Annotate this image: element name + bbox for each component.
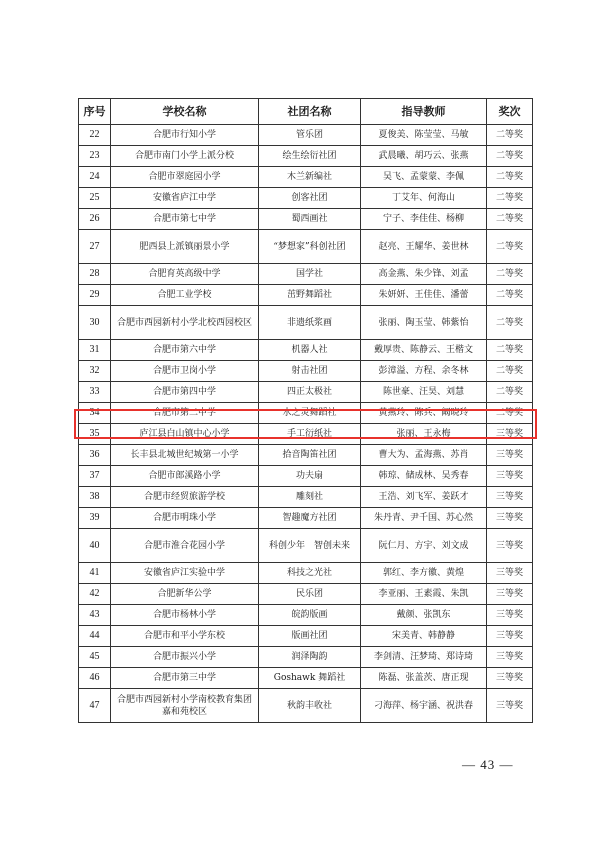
table-row [79,584,533,605]
table-row [79,508,533,529]
teachers: 戴厚贵、陈静云、王楷文 [361,340,487,361]
row-number: 27 [79,230,111,264]
school-name: 合肥市行知小学 [111,125,259,146]
school-name: 长丰县北城世纪城第一小学 [111,445,259,466]
table-row [79,167,533,188]
award-level: 三等奖 [487,487,533,508]
award-level: 三等奖 [487,529,533,563]
school-name: 合肥市经贸旅游学校 [111,487,259,508]
club-name: 国学社 [259,264,361,285]
row-number: 38 [79,487,111,508]
row-number: 44 [79,626,111,647]
table-body [79,125,533,723]
club-name: 四正太极社 [259,382,361,403]
award-level: 二等奖 [487,167,533,188]
school-name: 合肥市第四中学 [111,382,259,403]
row-number: 47 [79,689,111,723]
table-row [79,445,533,466]
table-row [79,209,533,230]
school-name: 合肥市南门小学上派分校 [111,146,259,167]
row-number: 32 [79,361,111,382]
school-name: 合肥市第七中学 [111,209,259,230]
teachers: 王浩、刘飞军、姜跃才 [361,487,487,508]
table-row [79,188,533,209]
teachers: 韩琼、储成林、吴秀春 [361,466,487,487]
table-row [79,529,533,563]
club-name: Goshawk 舞蹈社 [259,668,361,689]
table-row [79,306,533,340]
school-name: 肥西县上派镇丽景小学 [111,230,259,264]
award-level: 二等奖 [487,146,533,167]
table-row [79,285,533,306]
teachers: 李亚丽、王素霞、朱凯 [361,584,487,605]
teachers: 黄燕玲、陈兵、阚晓玲 [361,403,487,424]
row-number: 25 [79,188,111,209]
club-name: 茁野舞蹈社 [259,285,361,306]
table-row [79,340,533,361]
table-row [79,403,533,424]
row-number: 22 [79,125,111,146]
award-level: 二等奖 [487,285,533,306]
club-name: 水之灵舞蹈社 [259,403,361,424]
club-name: 拾音陶笛社团 [259,445,361,466]
award-level: 三等奖 [487,626,533,647]
school-name: 合肥市第二中学 [111,403,259,424]
school-name: 合肥市郎溪路小学 [111,466,259,487]
school-name: 合肥市和平小学东校 [111,626,259,647]
award-level: 二等奖 [487,230,533,264]
award-level: 三等奖 [487,424,533,445]
row-number: 29 [79,285,111,306]
row-number: 24 [79,167,111,188]
club-name: 民乐团 [259,584,361,605]
award-level: 三等奖 [487,445,533,466]
club-name: 木兰新编社 [259,167,361,188]
header-award: 奖次 [487,99,533,125]
teachers: 郭红、李方徽、黄煌 [361,563,487,584]
teachers: 朱丹青、尹千国、苏心然 [361,508,487,529]
club-name: “梦想家”科创社团 [259,230,361,264]
teachers: 高金燕、朱少锋、刘孟 [361,264,487,285]
teachers: 阮仁月、方宇、刘文成 [361,529,487,563]
row-number: 40 [79,529,111,563]
row-number: 30 [79,306,111,340]
award-level: 三等奖 [487,563,533,584]
row-number: 33 [79,382,111,403]
row-number: 28 [79,264,111,285]
club-name: 版画社团 [259,626,361,647]
teachers: 宁子、李佳佳、杨柳 [361,209,487,230]
award-level: 三等奖 [487,647,533,668]
header-no: 序号 [79,99,111,125]
club-name: 功夫扇 [259,466,361,487]
row-number: 26 [79,209,111,230]
club-name: 机器人社 [259,340,361,361]
award-level: 三等奖 [487,605,533,626]
award-level: 三等奖 [487,584,533,605]
school-name: 合肥市西园新村小学北校西园校区 [111,306,259,340]
table-row [79,647,533,668]
club-name: 科创少年 智创未来 [259,529,361,563]
teachers: 宋美青、韩静静 [361,626,487,647]
teachers: 张丽、王永梅 [361,424,487,445]
club-name: 智趣魔方社团 [259,508,361,529]
teachers: 戴颜、张凯东 [361,605,487,626]
award-level: 三等奖 [487,508,533,529]
school-name: 安徽省庐江实验中学 [111,563,259,584]
club-name: 雕刻社 [259,487,361,508]
club-name: 手工衍纸社 [259,424,361,445]
row-number: 31 [79,340,111,361]
row-number: 46 [79,668,111,689]
teachers: 赵亮、王耀华、姜世林 [361,230,487,264]
school-name: 合肥市振兴小学 [111,647,259,668]
table-row [79,487,533,508]
teachers: 夏俊美、陈莹莹、马敏 [361,125,487,146]
row-number: 34 [79,403,111,424]
award-level: 二等奖 [487,403,533,424]
teachers: 朱妍妍、王佳佳、潘蕾 [361,285,487,306]
award-level: 二等奖 [487,188,533,209]
teachers: 吴飞、孟蒙蒙、李佩 [361,167,487,188]
table-row [79,361,533,382]
club-name: 科技之光社 [259,563,361,584]
table-header-row [79,99,533,125]
club-name: 创客社团 [259,188,361,209]
row-number: 37 [79,466,111,487]
table-row [79,264,533,285]
award-level: 二等奖 [487,340,533,361]
school-name: 合肥市第六中学 [111,340,259,361]
teachers: 丁艾年、何海山 [361,188,487,209]
club-name: 射击社团 [259,361,361,382]
school-name: 合肥市淮合花园小学 [111,529,259,563]
school-name: 合肥工业学校 [111,285,259,306]
row-number: 35 [79,424,111,445]
award-level: 二等奖 [487,306,533,340]
row-number: 45 [79,647,111,668]
award-level: 三等奖 [487,466,533,487]
club-name: 非遗纸浆画 [259,306,361,340]
club-name: 蜀西画社 [259,209,361,230]
school-name: 合肥育英高级中学 [111,264,259,285]
row-number: 43 [79,605,111,626]
school-name: 合肥市卫岗小学 [111,361,259,382]
club-name: 管乐团 [259,125,361,146]
header-club: 社团名称 [259,99,361,125]
club-name: 润泽陶韵 [259,647,361,668]
award-level: 二等奖 [487,382,533,403]
teachers: 曹大为、孟海燕、苏肖 [361,445,487,466]
teachers: 陈世豪、汪昊、刘慧 [361,382,487,403]
header-teachers: 指导教师 [361,99,487,125]
school-name: 合肥新华公学 [111,584,259,605]
award-level: 二等奖 [487,264,533,285]
school-name: 合肥市杨林小学 [111,605,259,626]
table-row [79,689,533,723]
school-name: 安徽省庐江中学 [111,188,259,209]
header-school: 学校名称 [111,99,259,125]
club-name: 绘生绘衍社团 [259,146,361,167]
teachers: 武晨曦、胡巧云、张燕 [361,146,487,167]
table-row [79,125,533,146]
teachers: 李剑清、汪梦琦、郑诗琦 [361,647,487,668]
teachers: 彭漳溢、方程、余冬林 [361,361,487,382]
table-row [79,563,533,584]
award-level: 二等奖 [487,125,533,146]
award-level: 二等奖 [487,361,533,382]
page-number: — 43 — [462,757,514,772]
club-name: 皖韵版画 [259,605,361,626]
award-level: 三等奖 [487,668,533,689]
table-row [79,382,533,403]
school-name: 合肥市西园新村小学南校教育集团嘉和苑校区 [111,689,259,723]
teachers: 张丽、陶玉莹、韩紫怡 [361,306,487,340]
table-row [79,230,533,264]
table-row [79,424,533,445]
award-level: 三等奖 [487,689,533,723]
table-row [79,146,533,167]
table-row [79,668,533,689]
award-level: 二等奖 [487,209,533,230]
row-number: 42 [79,584,111,605]
award-table [78,98,533,723]
teachers: 陈磊、张盖茨、唐正现 [361,668,487,689]
row-number: 36 [79,445,111,466]
table-row [79,626,533,647]
row-number: 39 [79,508,111,529]
row-number: 41 [79,563,111,584]
table-row [79,605,533,626]
school-name: 合肥市明珠小学 [111,508,259,529]
school-name: 合肥市第三中学 [111,668,259,689]
teachers: 刁海萍、杨宇涵、祝洪春 [361,689,487,723]
school-name: 庐江县白山镇中心小学 [111,424,259,445]
school-name: 合肥市翠庭园小学 [111,167,259,188]
row-number: 23 [79,146,111,167]
club-name: 秋韵丰收社 [259,689,361,723]
table-row [79,466,533,487]
